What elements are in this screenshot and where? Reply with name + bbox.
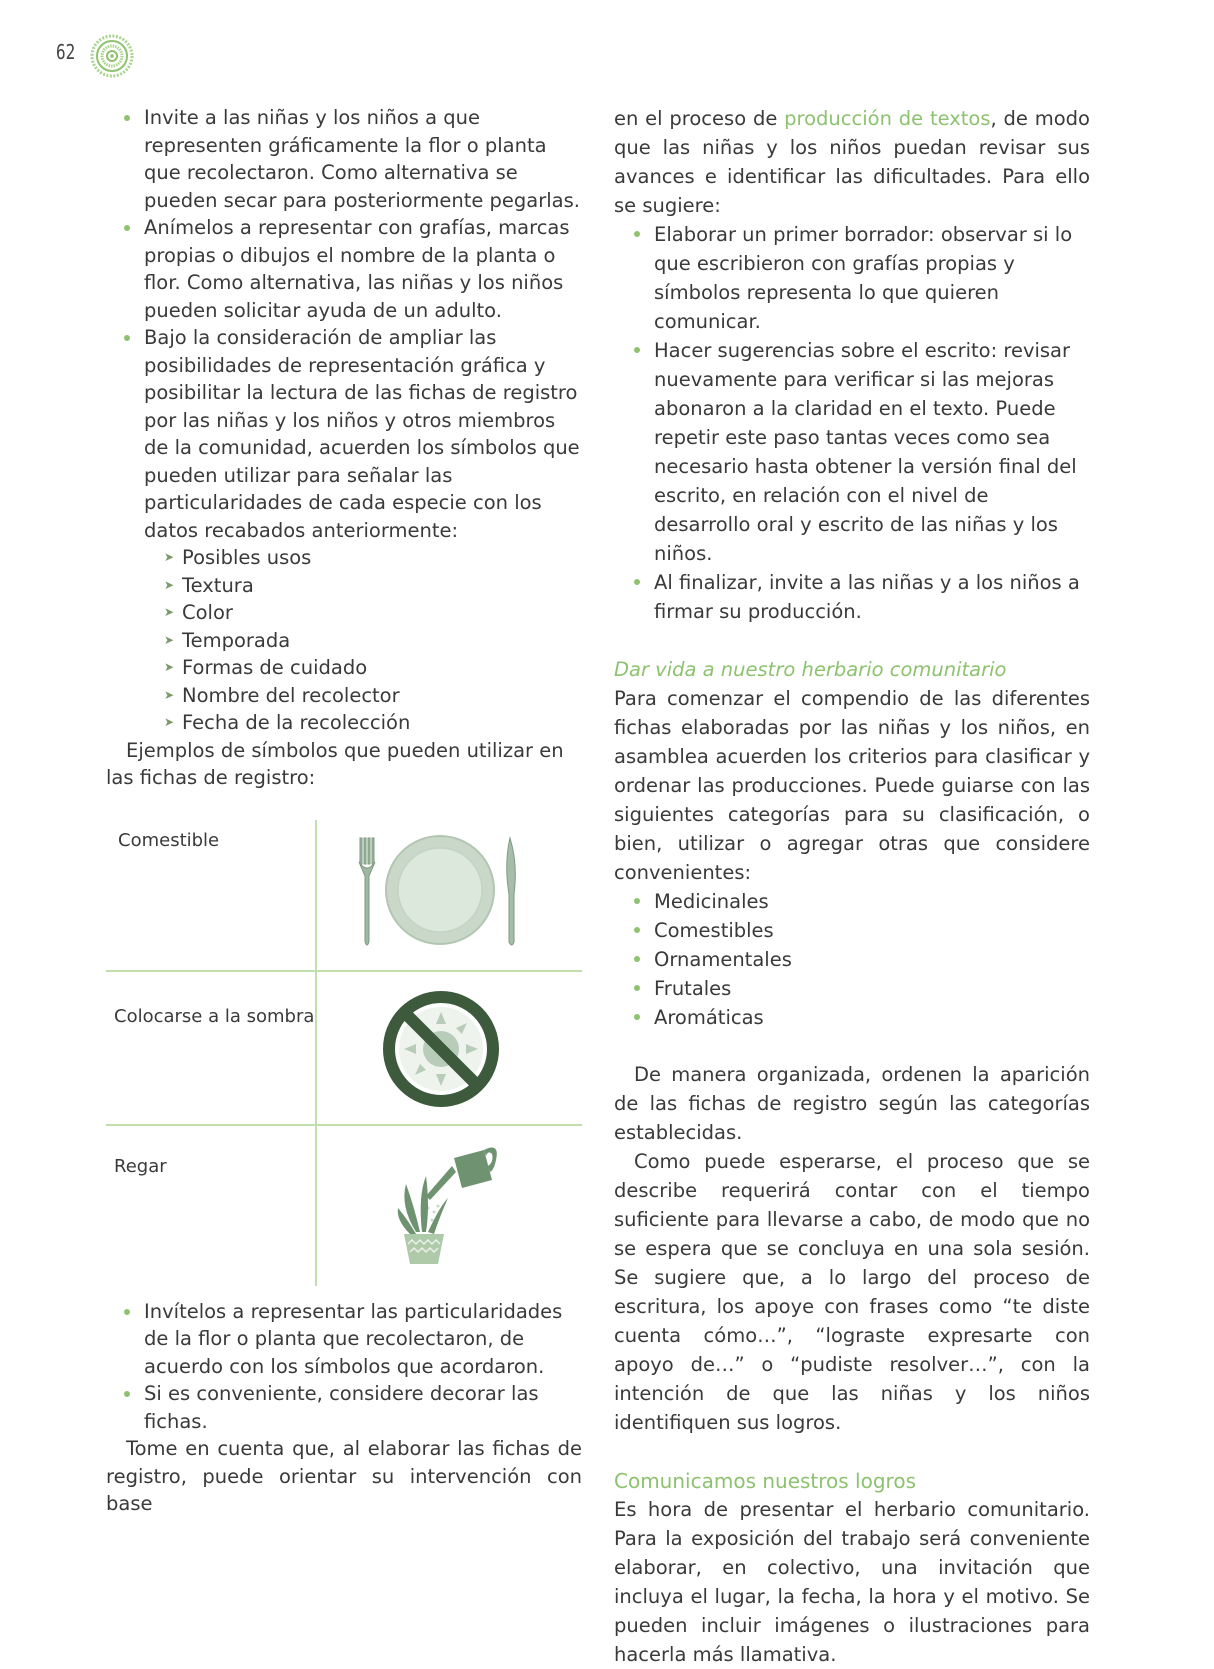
- list-item: Elaborar un primer borrador: observar si lo que escribieron con grafías propias y símbolos representa lo que quieren comunicar.: [654, 220, 1090, 336]
- watering-can-plant-icon: [396, 1136, 506, 1266]
- list-item: Comestibles: [654, 916, 1090, 945]
- link-produccion-textos[interactable]: producción de textos: [784, 107, 991, 130]
- intro-text-before: en el proceso de: [614, 107, 785, 130]
- closing-paragraph: Tome en cuenta que, al elaborar las fichas de registro, puede orientar su intervención con base: [106, 1437, 582, 1515]
- table-divider: [106, 1124, 582, 1126]
- data-fields-list: [106, 544, 582, 737]
- section-heading-herbario: Dar vida a nuestro herbario comunitario: [614, 658, 1007, 681]
- symbol-label-shade: Colocarse a la sombra: [114, 1005, 315, 1027]
- section-paragraph: Es hora de presentar el herbario comunitario. Para la exposición del trabajo será conveniente elaborar, en colectivo, una invitación que incluya el lugar, la fecha, la hora y el motivo. Se pueden incluir imágenes o ilustraciones para hacerla más llamativa.: [614, 1497, 1090, 1666]
- list-item: Aromáticas: [654, 1003, 1090, 1032]
- list-item: Al finalizar, invite a las niñas y a los niños a firmar su producción.: [654, 568, 1090, 626]
- process-paragraph: Como puede esperarse, el proceso que se describe requerirá contar con el tiempo suficiente para llevarse a cabo, de modo que no se espera que se concluya en una sola sesión. Se sugiere que, a lo largo del proceso de escritura, los apoye con frases como “te diste cuenta cómo…”, “lograste expresarte con apoyo de…” o “pudiste resolver…”, con la intención de que las niñas y los niños identifiquen sus logros.: [614, 1149, 1090, 1434]
- page-number: 62: [56, 40, 76, 64]
- list-item: Invite a las niñas y los niños a que representen gráficamente la flor o planta que recolectaron. Como alternativa se pueden secar para posteriormente pegarlas.: [144, 104, 582, 214]
- intro-paragraph: [614, 104, 1090, 220]
- left-bullet-list-1: [106, 104, 582, 544]
- left-bullet-list-2: [106, 1298, 582, 1436]
- symbols-table: [106, 820, 582, 1286]
- categories-list: [614, 887, 1090, 1032]
- section-heading-logros: Comunicamos nuestros logros: [614, 1468, 916, 1493]
- list-item: Anímelos a representar con grafías, marcas propias o dibujos el nombre de la planta o flor. Como alternativa, las niñas y los niños pueden solicitar ayuda de un adulto.: [144, 214, 582, 324]
- list-item: ➤ Posibles usos: [182, 544, 582, 572]
- list-item: Invítelos a representar las particularidades de la flor o planta que recolectaron, de acuerdo con los símbolos que acordaron.: [144, 1298, 582, 1381]
- examples-intro: Ejemplos de símbolos que pueden utilizar en las fichas de registro:: [106, 738, 564, 789]
- section-paragraph: Para comenzar el compendio de las diferentes fichas elaboradas por las niñas y los niños, en asamblea acuerden los criterios para clasificar y ordenar las producciones. Puede guiarse con las siguientes categorías para su clasificación, o bien, utilizar o agregar otras que considere convenientes:: [614, 686, 1090, 884]
- organize-paragraph: De manera organizada, ordenen la aparición de las fichas de registro según las categorías establecidas.: [614, 1062, 1090, 1144]
- list-item: Ornamentales: [654, 945, 1090, 974]
- list-item: ➤ Nombre del recolector: [182, 682, 582, 710]
- mandala-logo-icon: [90, 34, 134, 78]
- symbol-label-edible: Comestible: [118, 829, 220, 851]
- list-item: Bajo la consideración de ampliar las posibilidades de representación gráfica y posibilitar la lectura de las fichas de registro por las niñas y los niños y otros miembros de la comunidad, acuerden los símbolos que pueden utilizar para señalar las particularidades de cada especie con los datos recabados anteriormente:: [144, 324, 582, 544]
- list-item: ➤ Color: [182, 599, 582, 627]
- list-item: ➤ Textura: [182, 572, 582, 600]
- table-divider: [315, 820, 317, 1286]
- intro-text-after: , de modo que las niñas y los niños puedan revisar sus avances e identificar las dificultades. Para ello se sugiere:: [614, 107, 1090, 217]
- list-item: ➤ Temporada: [182, 627, 582, 655]
- right-bullet-list: [614, 220, 1090, 626]
- list-item: Medicinales: [654, 887, 1090, 916]
- right-column: [614, 104, 1090, 1669]
- table-divider: [106, 970, 582, 972]
- list-item: Hacer sugerencias sobre el escrito: revisar nuevamente para verificar si las mejoras abonaron a la claridad en el texto. Puede repetir este paso tantas veces como sea necesario hasta obtener la versión final del escrito, en relación con el nivel de desarrollo oral y escrito de las niñas y los niños.: [654, 336, 1090, 568]
- left-column: [106, 104, 582, 1518]
- list-item: ➤ Formas de cuidado: [182, 654, 582, 682]
- list-item: ➤ Fecha de la recolección: [182, 709, 582, 737]
- list-item: Frutales: [654, 974, 1090, 1003]
- symbol-label-water: Regar: [114, 1155, 167, 1177]
- list-item: Si es conveniente, considere decorar las fichas.: [144, 1380, 582, 1435]
- plate-cutlery-icon: [354, 834, 524, 952]
- no-sun-icon: [380, 988, 502, 1110]
